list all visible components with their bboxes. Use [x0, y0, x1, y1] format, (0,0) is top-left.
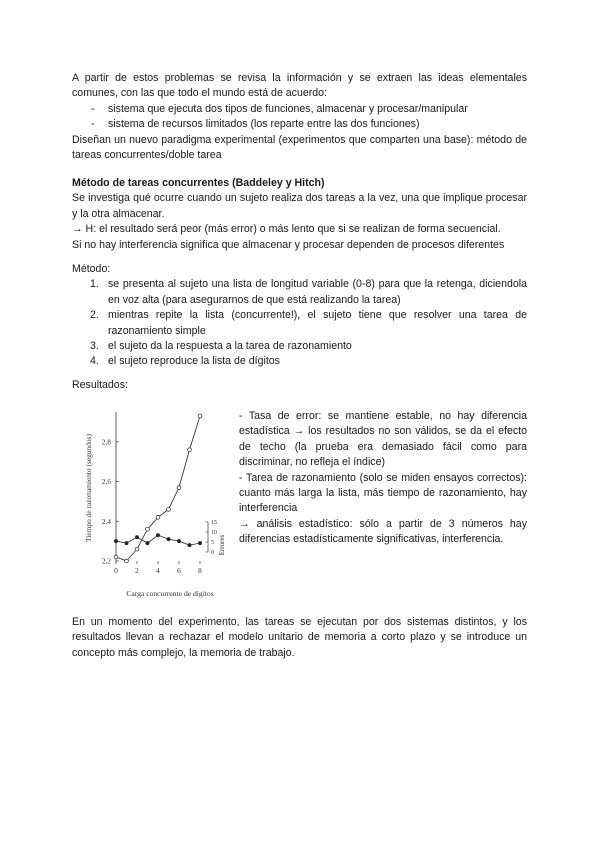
- chart-ylabel: Tiempo de razonamiento (segundos): [84, 434, 93, 542]
- method-step: [72, 339, 527, 354]
- intro-paragraph: A partir de estos problemas se revisa la información y se extraen las ideas elementales comunes, con las que todo el mundo está de acuerdo:: [72, 72, 527, 100]
- method-steps: [72, 277, 527, 369]
- chart-right-tick-label: 15: [211, 520, 217, 527]
- conclusion-block: [72, 615, 527, 661]
- results-note: - Tasa de error: se mantiene estable, no hay diferencia estadística → los resultados no son válidos, se da el efecto de techo (la prueba era demasiado fácil como para discriminar, no refleja el índice): [239, 410, 527, 469]
- method-step: [72, 277, 527, 308]
- chart-x-tick-label: 6: [177, 566, 181, 575]
- chart-point-error: [188, 544, 191, 547]
- hypothesis-paragraph: → H: el resultado será peor (más error) o más lento que si se realizan de forma secuencial.: [72, 223, 501, 236]
- step-text: el sujeto reproduce la lista de dígitos: [108, 355, 280, 368]
- results-label-block: [72, 378, 527, 393]
- chart-point-error: [156, 534, 159, 537]
- intro-bullet: - sistema de recursos limitados (los reparte entre las dos funciones): [72, 117, 527, 132]
- step-text: se presenta al sujeto una lista de longitud variable (0-8) para que la retenga, diciendola en voz alta (para asegurarnos de que está realizando la tarea): [108, 278, 527, 306]
- chart-point-time: [177, 486, 181, 490]
- chart-point-error: [198, 542, 201, 545]
- chart-point-error: [135, 536, 138, 539]
- chart-point-time: [188, 448, 192, 452]
- method-step: [72, 308, 527, 339]
- step-number: 3.: [90, 340, 99, 353]
- chart-series: [114, 414, 202, 563]
- intro-bullet-list: [72, 102, 527, 133]
- chart-point-time: [156, 515, 160, 519]
- method-step: [72, 354, 527, 369]
- chart-right-tick-label: 0: [211, 550, 214, 557]
- chart-point-error: [167, 538, 170, 541]
- chart-point-time: [125, 559, 129, 563]
- chart-series-line: [116, 416, 200, 561]
- chart-x-tick-label: 0: [114, 566, 118, 575]
- chart-point-time: [114, 555, 118, 559]
- chart-y-tick-label: 2,8: [101, 437, 111, 447]
- chart-point-error: [125, 542, 128, 545]
- chart-y-tick-label: 2,2: [101, 556, 111, 566]
- step-text: mientras repite la lista (concurrente!), el sujeto tiene que resolver una tarea de razonamiento simple: [108, 309, 527, 337]
- results-label: Resultados:: [72, 379, 128, 391]
- section-paragraph: Se investiga qué ocurre cuando un sujeto realiza dos tareas a la vez, una que implique procesar y la otra almacenar.: [72, 192, 527, 220]
- results-note: - Tarea de razonamiento (solo se miden ensayos correctos): cuanto más larga la lista, más tiempo de razonamiento, hay interferencia: [239, 471, 527, 515]
- results-figure: [82, 404, 232, 604]
- chart-point-error: [114, 540, 117, 543]
- step-number: 1.: [90, 278, 99, 291]
- chart-point-time: [167, 507, 171, 511]
- chart-xlabel: Carga concurrente de dígitos: [126, 589, 214, 598]
- intro-paragraph-2: Diseñan un nuevo paradigma experimental (experimentos que comparten una base): método de tareas concurrentes/doble tarea: [72, 133, 527, 162]
- chart-x-tick-label: 4: [156, 566, 160, 575]
- chart-x-tick-label: 8: [198, 566, 202, 575]
- step-text: el sujeto da la respuesta a la tarea de razonamiento: [108, 340, 352, 353]
- chart-point-error: [177, 540, 180, 543]
- chart-y-tick-label: 2,6: [101, 477, 111, 487]
- method-section: [72, 176, 527, 253]
- section-heading: Método de tareas concurrentes (Baddeley y Hitch): [72, 177, 325, 189]
- intro-bullet: - sistema que ejecuta dos tipos de funciones, almacenar y procesar/manipular: [72, 102, 527, 117]
- chart-y-tick-label: 2,4: [101, 516, 111, 526]
- method-block: [72, 262, 527, 370]
- interference-paragraph: Si no hay interferencia significa que almacenar y procesar dependen de procesos diferentes: [72, 238, 505, 251]
- chart-right-tick-label: 5: [211, 540, 214, 547]
- results-chart: [82, 404, 232, 604]
- step-number: 2.: [90, 309, 99, 322]
- chart-point-error: [146, 542, 149, 545]
- conclusion-paragraph: En un momento del experimento, las tareas se ejecutan por dos sistemas distintos, y los resultados llevan a rechazar el modelo unitario de memoria a corto plazo y se introduce un concepto más complejo, la memoria de trabajo.: [72, 616, 527, 659]
- chart-x-tick-label: 2: [135, 566, 139, 575]
- intro-block: [72, 71, 527, 163]
- method-label: Método:: [72, 263, 111, 275]
- results-notes: [239, 409, 527, 548]
- chart-point-time: [146, 527, 150, 531]
- chart-ylabel-right: Errores: [218, 534, 226, 556]
- chart-point-time: [198, 414, 202, 418]
- step-number: 4.: [90, 355, 99, 368]
- chart-axes: [102, 412, 217, 575]
- chart-right-tick-label: 10: [211, 530, 217, 537]
- results-note: → análisis estadístico: sólo a partir de 3 números hay diferencias estadísticamente significativas, interferencia.: [239, 517, 527, 546]
- chart-point-time: [135, 547, 139, 551]
